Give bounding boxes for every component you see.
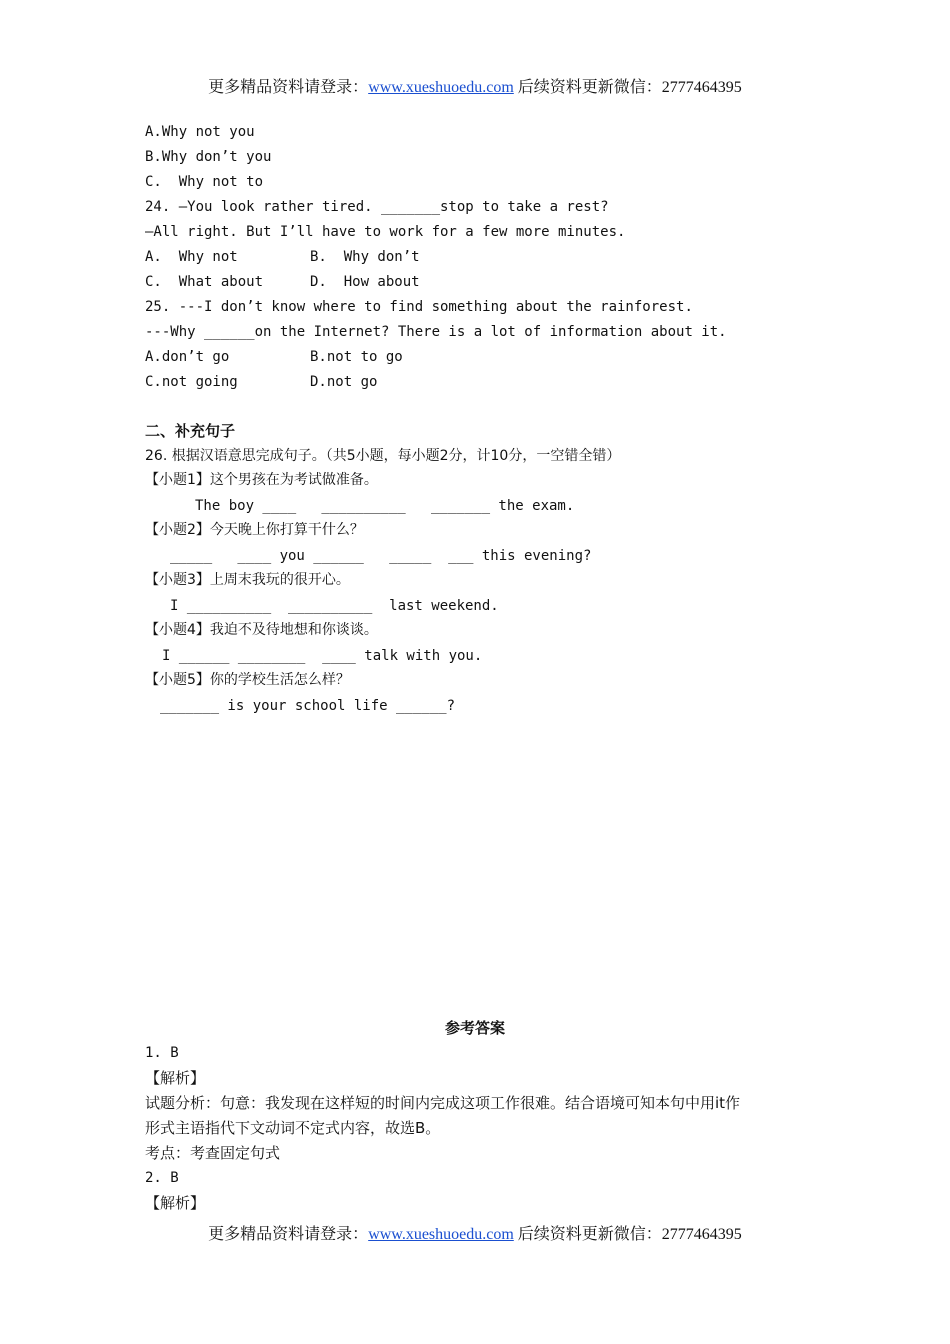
q25-option-c: C.not going (145, 374, 238, 390)
q24-stem: 24. —You look rather tired. _______stop to take a rest? (145, 199, 609, 215)
answer-1: 1. B (145, 1045, 179, 1061)
footer-prefix: 更多精品资料请登录： (208, 1226, 369, 1243)
subq3-label: 【小题3】上周末我玩的很开心。 (145, 572, 350, 588)
subq2-answer: _____ ____ you ______ _____ ___ this evening? (170, 548, 592, 564)
page-header (0, 74, 950, 97)
jiexi-2: 【解析】 (145, 1194, 206, 1212)
q25-option-d: D.not go (310, 374, 378, 390)
subq5-answer: _______ is your school life ______? (160, 698, 456, 714)
q24-option-b: B. Why don’t (310, 249, 420, 265)
answer-2: 2. B (145, 1170, 179, 1186)
kaodian-1: 考点：考查固定句式 (145, 1144, 281, 1162)
section2-title: 二、补充句子 (145, 422, 236, 440)
subq3-answer: I __________ __________ last weekend. (170, 598, 499, 614)
page-footer (0, 1221, 950, 1244)
q25-option-b: B.not to go (310, 349, 403, 365)
subq1-label: 【小题1】这个男孩在为考试做准备。 (145, 472, 378, 488)
subq4-label: 【小题4】我迫不及待地想和你谈谈。 (145, 622, 378, 638)
q25-option-a: A.don’t go (145, 349, 230, 365)
q24-option-c: C. What about (145, 274, 264, 290)
analysis-1-line-2: 形式主语指代下文动词不定式内容，故选B。 (145, 1119, 441, 1137)
subq2-label: 【小题2】今天晚上你打算干什么？ (145, 522, 364, 538)
answers-title: 参考答案 (444, 1019, 505, 1037)
q23-option-a: A.Why not you (145, 124, 255, 140)
q24-option-a: A. Why not (145, 249, 238, 265)
header-link[interactable]: www.xueshuoedu.com (368, 79, 514, 96)
q24-reply: —All right. But I’ll have to work for a few more minutes. (145, 224, 626, 240)
header-prefix: 更多精品资料请登录： (208, 79, 369, 96)
q25-stem: 25. ---I don’t know where to find something about the rainforest. (145, 299, 693, 315)
footer-suffix: 后续资料更新微信：2777464395 (513, 1226, 742, 1243)
q23-option-c: C. Why not to (145, 174, 264, 190)
section2-instruction: 26. 根据汉语意思完成句子。（共5小题，每小题2分，计10分，一空错全错） (145, 448, 621, 464)
q25-reply: ---Why ______on the Internet? There is a lot of information about it. (145, 324, 727, 340)
header-suffix: 后续资料更新微信：2777464395 (513, 79, 742, 96)
subq5-label: 【小题5】你的学校生活怎么样？ (145, 672, 350, 688)
q24-option-d: D. How about (310, 274, 420, 290)
q23-option-b: B.Why don’t you (145, 149, 272, 165)
subq4-answer: I ______ ________ ____ talk with you. (162, 648, 483, 664)
footer-link[interactable]: www.xueshuoedu.com (368, 1226, 514, 1243)
jiexi-1: 【解析】 (145, 1069, 206, 1087)
subq1-answer: The boy ____ __________ _______ the exam. (195, 498, 575, 514)
analysis-1-line-1: 试题分析：句意：我发现在这样短的时间内完成这项工作很难。结合语境可知本句中用it作 (145, 1094, 741, 1112)
